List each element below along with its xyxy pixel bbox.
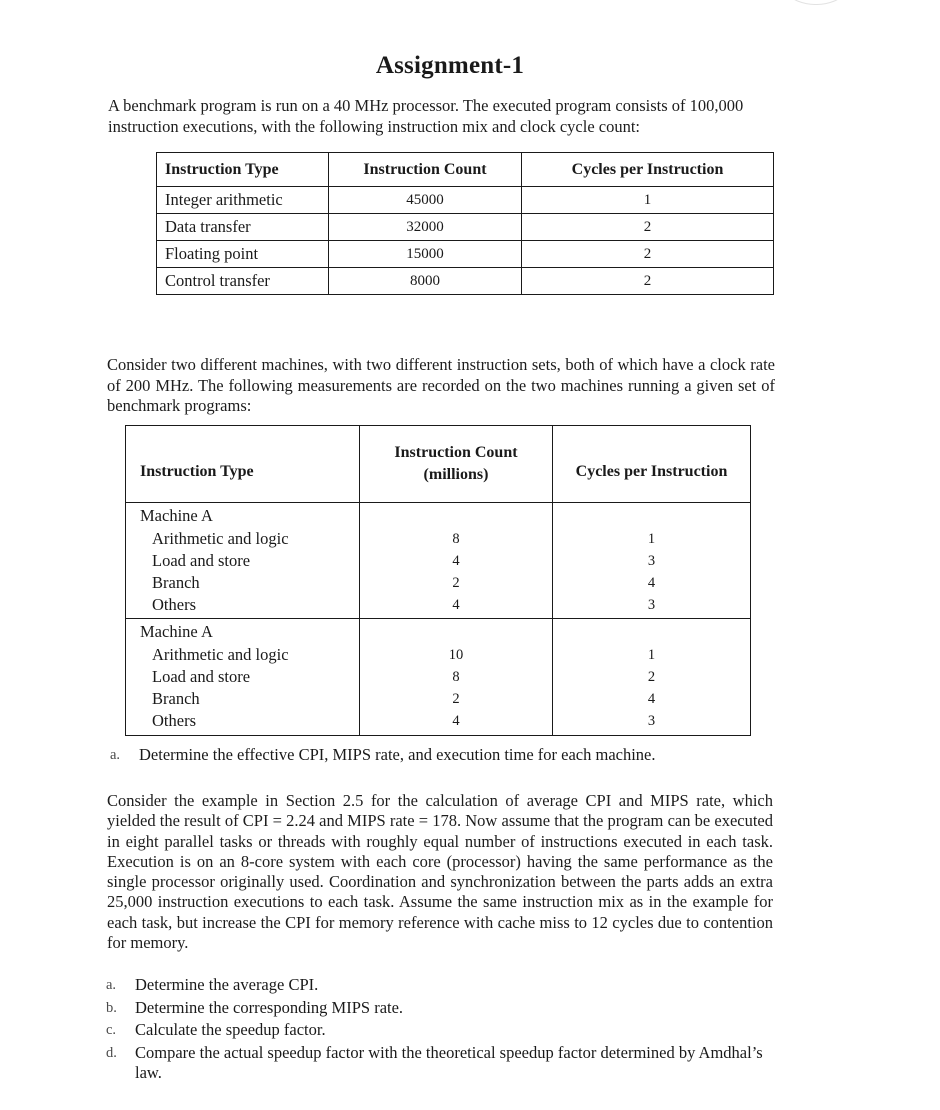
question-label: a.: [110, 747, 121, 763]
table-cell: 2: [522, 214, 774, 241]
cpi-value: 3: [647, 597, 656, 613]
question-text: Calculate the speedup factor.: [135, 1020, 326, 1039]
list-item: [110, 745, 790, 766]
cpi-cell: [553, 619, 751, 736]
instruction-count: 2: [452, 575, 460, 591]
column-header: Cycles per Instruction: [522, 153, 774, 187]
table-row: [157, 187, 774, 214]
question-label: b.: [106, 999, 117, 1016]
intro-paragraph: A benchmark program is run on a 40 MHz processor. The executed program consists of 100,000 instruction executions, with the following instruction mix and clock cycle count:: [108, 96, 744, 136]
instruction-type: Load and store: [152, 551, 251, 570]
table-row: [157, 241, 774, 268]
table-cell: Control transfer: [157, 268, 329, 295]
table-row: [157, 268, 774, 295]
table-cell: Integer arithmetic: [157, 187, 329, 214]
machine-group-row: [126, 619, 751, 736]
instruction-count-cell: [360, 503, 553, 619]
parallel-paragraph: Consider the example in Section 2.5 for the calculation of average CPI and MIPS rate, which yielded the result of CPI = 2.24 and MIPS rate = 178. Now assume that the program can be executed in eight parallel tasks or threads with roughly equal number of instructions executed in each task. Execution is on an 8-core system with each core (processor) having the same performance as the single processor originally used. Coordination and synchronization between the parts adds an extra 25,000 instruction executions to each task. Assume the same instruction mix as in the example for each task, but increase the CPI for memory reference with cache miss to 12 cycles due to contention for memory.: [107, 791, 773, 953]
question-text: Determine the corresponding MIPS rate.: [135, 997, 404, 1017]
cpi-value: 4: [647, 691, 656, 707]
instruction-type: Load and store: [152, 667, 251, 686]
instruction-type: Branch: [152, 689, 200, 708]
column-header-line: (millions): [423, 466, 489, 483]
table-cell: 32000: [329, 214, 522, 241]
column-header-line: Instruction Count: [394, 444, 518, 461]
list-item: [106, 998, 776, 1019]
machines-paragraph: Consider two different machines, with two different instruction sets, both of which have a clock rate of 200 MHz. The following measurements are recorded on the two machines running a given set of benchmark programs:: [107, 355, 775, 415]
instruction-count-cell: [360, 619, 553, 736]
machine-name: Machine A: [140, 622, 213, 641]
instruction-count: 2: [452, 691, 460, 707]
instruction-mix-table: [156, 152, 774, 295]
question-list-1: [110, 745, 790, 766]
instruction-type: Others: [152, 595, 196, 614]
cpi-value: 1: [647, 531, 656, 547]
table-header-row: [157, 153, 774, 187]
page-title: Assignment-1: [375, 52, 525, 79]
instruction-type: Arithmetic and logic: [152, 645, 289, 664]
instruction-count: 8: [452, 669, 460, 685]
table-cell: 15000: [329, 241, 522, 268]
question-text: Determine the average CPI.: [135, 975, 319, 994]
column-header: Instruction Type: [157, 153, 329, 187]
table-cell: Data transfer: [157, 214, 329, 241]
table-cell: Floating point: [157, 241, 329, 268]
instruction-count: 10: [448, 647, 464, 663]
instruction-count: 4: [452, 553, 460, 569]
question-label: d.: [106, 1044, 117, 1061]
table-cell: 2: [522, 268, 774, 295]
question-text: Compare the actual speedup factor with the theoretical speedup factor determined by Amdhal’s law.: [135, 1042, 763, 1082]
cpi-value: 2: [647, 669, 656, 685]
list-item: [106, 1020, 776, 1041]
question-label: a.: [106, 977, 117, 993]
machine-comparison-table: [125, 425, 751, 736]
instruction-type: Branch: [152, 573, 200, 592]
top-corner-decoration: [770, 0, 862, 5]
instruction-count: 8: [452, 531, 460, 547]
cpi-cell: [553, 503, 751, 619]
column-header: [360, 426, 553, 503]
column-header: Instruction Count: [329, 153, 522, 187]
instruction-type-cell: [126, 619, 360, 736]
cpi-value: 1: [647, 647, 656, 663]
cpi-value: 3: [647, 553, 656, 569]
cpi-value: 3: [647, 713, 656, 729]
table-cell: 45000: [329, 187, 522, 214]
list-item: [106, 1043, 776, 1084]
instruction-type: Arithmetic and logic: [152, 529, 289, 548]
question-list-2: [106, 975, 776, 1086]
instruction-count: 4: [452, 597, 460, 613]
question-label: c.: [106, 1022, 117, 1038]
list-item: [106, 975, 776, 996]
instruction-type: Others: [152, 711, 196, 730]
instruction-count: 4: [452, 713, 460, 729]
table-cell: 2: [522, 241, 774, 268]
machine-name: Machine A: [140, 506, 213, 525]
table-header-row: [126, 426, 751, 503]
column-header: Cycles per Instruction: [553, 426, 751, 503]
machine-group-row: [126, 503, 751, 619]
table-cell: 1: [522, 187, 774, 214]
instruction-type-cell: [126, 503, 360, 619]
table-row: [157, 214, 774, 241]
question-text: Determine the effective CPI, MIPS rate, and execution time for each machine.: [139, 745, 656, 764]
cpi-value: 4: [647, 575, 656, 591]
table-cell: 8000: [329, 268, 522, 295]
column-header: Instruction Type: [126, 426, 360, 503]
